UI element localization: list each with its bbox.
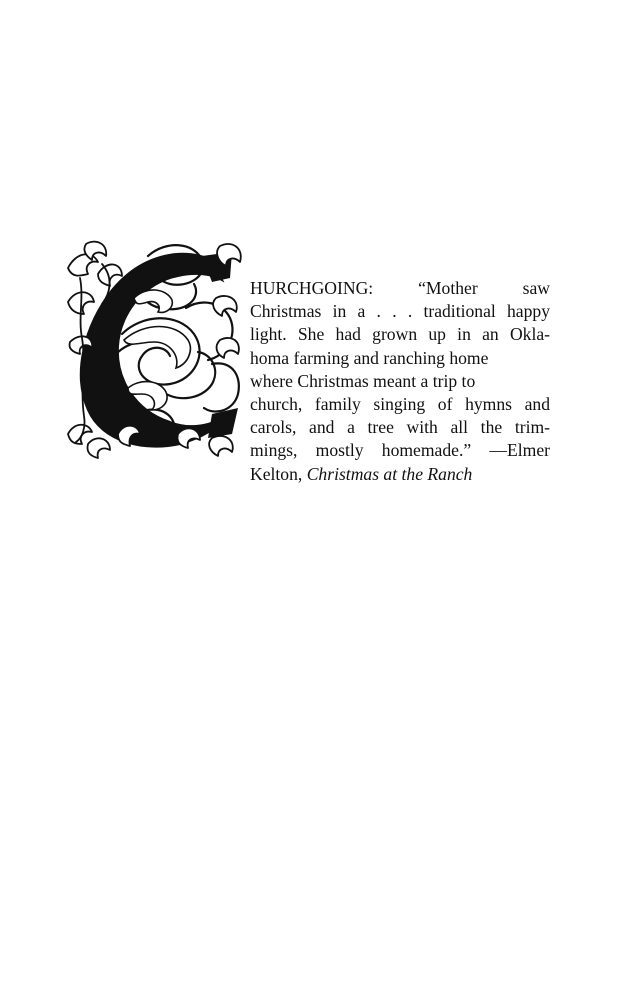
leaf-top-left bbox=[68, 254, 98, 275]
author-name: Kelton, bbox=[250, 463, 307, 484]
ornamental-c-icon bbox=[62, 238, 244, 460]
epigraph-paragraph bbox=[250, 277, 550, 486]
paragraph-line-2: Christmas in a . . . traditional happy bbox=[250, 301, 550, 322]
ornamental-drop-cap bbox=[62, 238, 244, 460]
paragraph-line-1: HURCHGOING: “Mother saw bbox=[250, 278, 550, 298]
paragraph-line-3: light. She had grown up in an Okla- bbox=[250, 324, 550, 345]
paragraph-line-6: church, family singing of hymns and bbox=[250, 394, 550, 415]
leaf-bottom-right bbox=[209, 436, 233, 456]
paragraph-line-9 bbox=[250, 463, 550, 486]
book-title: Christmas at the Ranch bbox=[306, 463, 473, 484]
leaf-bottom-left bbox=[68, 425, 92, 444]
paragraph-line-5: where Christmas meant a trip to bbox=[250, 370, 476, 391]
paragraph-line-7: carols, and a tree with all the trim- bbox=[250, 417, 550, 438]
paragraph-line-4: homa farming and ranching home bbox=[250, 347, 489, 368]
paragraph-line-8: mings, mostly homemade.” —Elmer bbox=[250, 440, 550, 461]
